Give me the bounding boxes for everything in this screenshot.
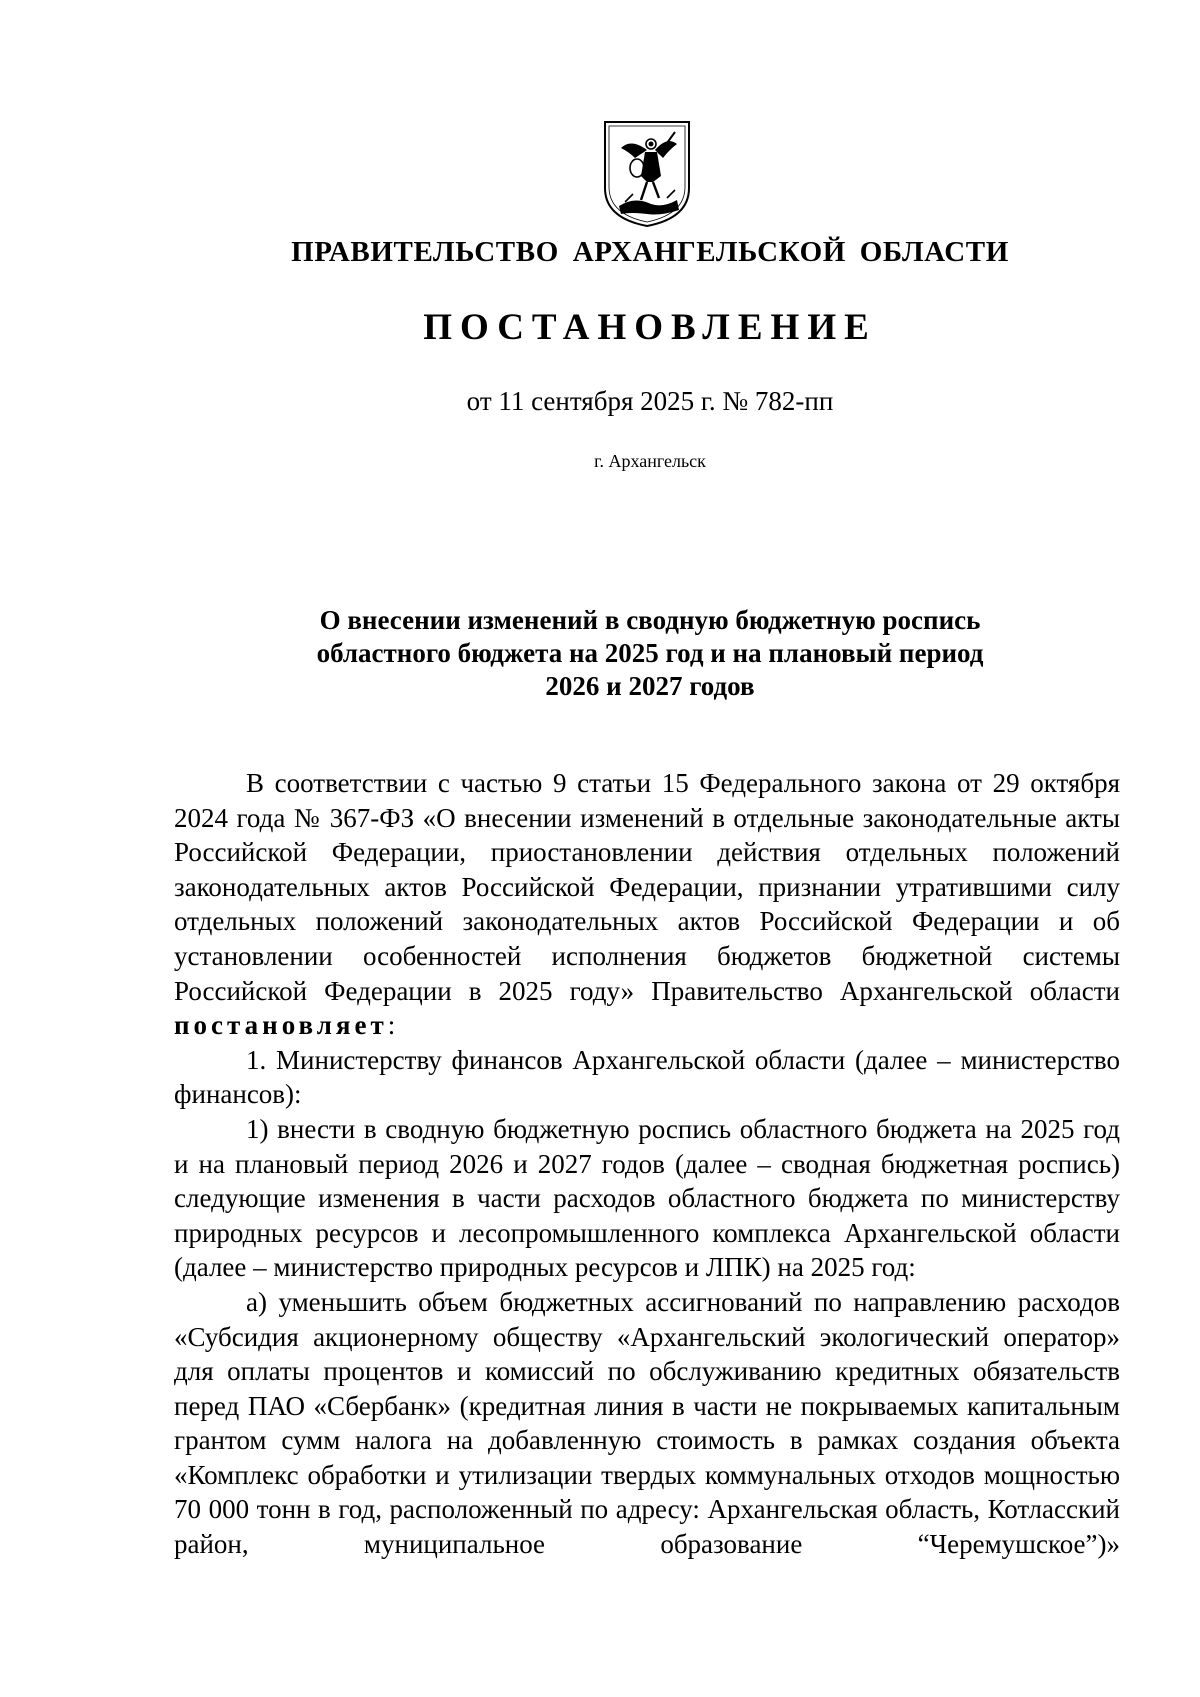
preamble-paragraph	[174, 766, 1120, 1043]
item-1-1-paragraph: 1) внести в сводную бюджетную роспись областного бюджета на 2025 год и на плановый период 2026 и 2027 годов (далее – сводная бюджетная роспись) следующие изменения в части расходов областного бюджета по министерству природных ресурсов и лесопромышленного комплекса Архангельской области (далее – министерство природных ресурсов и ЛПК) на 2025 год:	[174, 1113, 1120, 1283]
item-1-paragraph: 1. Министерству финансов Архангельской области (далее – министерство финансов):	[174, 1044, 1120, 1110]
document-date-number: от 11 сентября 2025 г. № 782-пп	[466, 386, 834, 416]
subject-line: О внесении изменений в сводную бюджетную роспись	[319, 605, 981, 635]
decree-colon: :	[387, 1010, 396, 1041]
document-subject	[0, 604, 1200, 703]
subject-line: областного бюджета на 2025 год и на плановый период	[316, 638, 984, 668]
decree-word: постановляет	[174, 1010, 388, 1041]
item-1-1-a-paragraph: а) уменьшить объем бюджетных ассигнований по направлению расходов «Субсидия акционерному обществу «Архангельский экологический оператор» для оплаты процентов и комиссий по обслуживанию кредитных обязательств перед ПАО «Сбербанк» (кредитная линия в части не покрываемых капитальным грантом сумм налога на добавленную стоимость в рамках создания объекта «Комплекс обработки и утилизации твердых коммунальных отходов мощностью 70 000 тонн в год, расположенный по адресу: Архангельская область, Котласский район, муниципальное образование “Черемушское”)»	[174, 1286, 1120, 1560]
subject-line: 2026 и 2027 годов	[545, 671, 755, 701]
preamble-text: В соответствии с частью 9 статьи 15 Федерального закона от 29 октября 2024 года № 367-ФЗ «О внесении изменений в отдельные законодательные акты Российской Федерации, приостановлении действия отдельных положений законодательных актов Российской Федерации, признании утратившими силу отдельных положений законодательных актов Российской Федерации и об установлении особенностей исполнения бюджетов бюджетной системы Российской Федерации в 2025 году» Правительство Архангельской области	[174, 768, 1120, 1006]
document-type: ПОСТАНОВЛЕНИЕ	[423, 307, 877, 348]
coat-of-arms-icon	[601, 118, 693, 230]
document-body	[174, 766, 1120, 1562]
government-title: ПРАВИТЕЛЬСТВО АРХАНГЕЛЬСКОЙ ОБЛАСТИ	[291, 236, 1009, 268]
document-city: г. Архангельск	[594, 451, 706, 471]
